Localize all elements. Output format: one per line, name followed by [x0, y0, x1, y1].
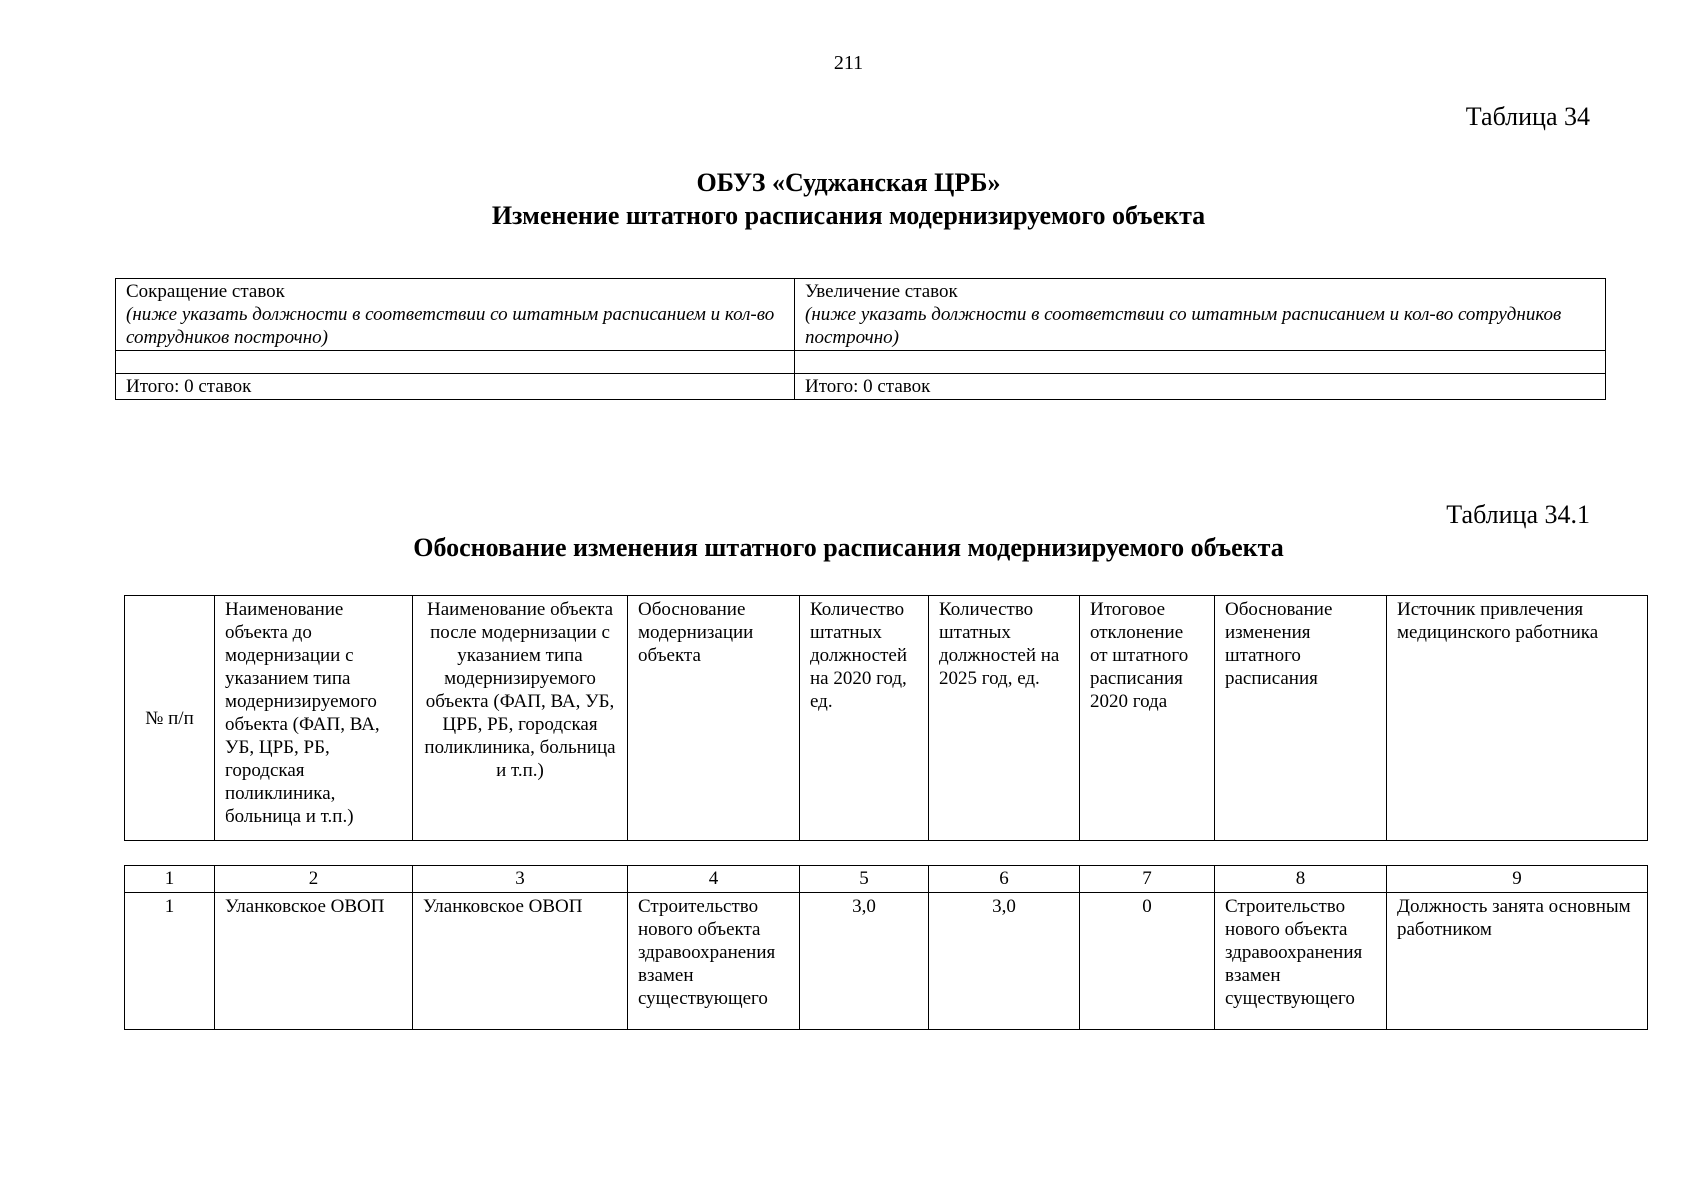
object-after: Уланковское ОВОП — [413, 893, 628, 1030]
organization-title: ОБУЗ «Суджанская ЦРБ» — [696, 168, 1001, 197]
header-row — [125, 596, 1648, 841]
header-cell-deviation: Итоговое отклонение от штатного расписания 2020 года — [1080, 596, 1215, 841]
increase-header-cell — [795, 279, 1606, 351]
column-number: 2 — [215, 866, 413, 893]
header-cell-object-before: Наименование объекта до модернизации с указанием типа модернизируемого объекта (ФАП, ВА, УБ, ЦРБ, РБ, городская поликлиника, больница и т.п.) — [215, 596, 413, 841]
column-number: 5 — [800, 866, 929, 893]
page-number: 211 — [833, 52, 864, 74]
row-number: 1 — [125, 893, 215, 1030]
column-number-row — [125, 866, 1648, 893]
increase-note: (ниже указать должности в соответствии со штатным расписанием и кол-во сотрудников построчно) — [805, 304, 1562, 348]
column-number: 3 — [413, 866, 628, 893]
table-row — [116, 351, 1606, 374]
reduction-total: Итого: 0 ставок — [116, 374, 795, 400]
deviation: 0 — [1080, 893, 1215, 1030]
header-cell-modernization-reason: Обоснование модернизации объекта — [628, 596, 800, 841]
header-cell-object-after: Наименование объекта после модернизации с указанием типа модернизируемого объекта (ФАП, ВА, УБ, ЦРБ, РБ, городская поликлиника, больница и т.п.) — [413, 596, 628, 841]
increase-header: Увеличение ставок — [805, 281, 958, 302]
object-before: Уланковское ОВОП — [215, 893, 413, 1030]
header-cell-source: Источник привлечения медицинского работника — [1387, 596, 1648, 841]
staff-change-reason: Строительство нового объекта здравоохранения взамен существующего — [1215, 893, 1387, 1030]
positions-2025: 3,0 — [929, 893, 1080, 1030]
table-34-1-label: Таблица 34.1 — [1446, 500, 1590, 529]
worker-source: Должность занята основным работником — [1387, 893, 1648, 1030]
modernization-reason: Строительство нового объекта здравоохранения взамен существующего — [628, 893, 800, 1030]
document-subtitle: Изменение штатного расписания модернизируемого объекта — [491, 201, 1206, 230]
reduction-note: (ниже указать должности в соответствии со штатным расписанием и кол-во сотрудников построчно) — [126, 304, 775, 348]
table-row — [116, 279, 1606, 351]
increase-entry-cell — [795, 351, 1606, 374]
justification-table-body — [124, 865, 1648, 1030]
header-cell-positions-2025: Количество штатных должностей на 2025 год, ед. — [929, 596, 1080, 841]
column-number: 8 — [1215, 866, 1387, 893]
column-number: 1 — [125, 866, 215, 893]
table-row — [116, 374, 1606, 400]
justification-table-header — [124, 595, 1648, 841]
column-number: 7 — [1080, 866, 1215, 893]
header-cell-number: № п/п — [125, 596, 215, 841]
column-number: 9 — [1387, 866, 1648, 893]
header-cell-staff-change-reason: Обоснование изменения штатного расписания — [1215, 596, 1387, 841]
reduction-header-cell — [116, 279, 795, 351]
reduction-header: Сокращение ставок — [126, 281, 285, 302]
staff-change-table — [115, 278, 1606, 400]
header-cell-positions-2020: Количество штатных должностей на 2020 год, ед. — [800, 596, 929, 841]
table-34-label: Таблица 34 — [1465, 102, 1590, 131]
reduction-entry-cell — [116, 351, 795, 374]
table-34-1-title: Обоснование изменения штатного расписания модернизируемого объекта — [413, 533, 1284, 562]
positions-2020: 3,0 — [800, 893, 929, 1030]
table-row — [125, 893, 1648, 1030]
column-number: 6 — [929, 866, 1080, 893]
column-number: 4 — [628, 866, 800, 893]
increase-total: Итого: 0 ставок — [795, 374, 1606, 400]
